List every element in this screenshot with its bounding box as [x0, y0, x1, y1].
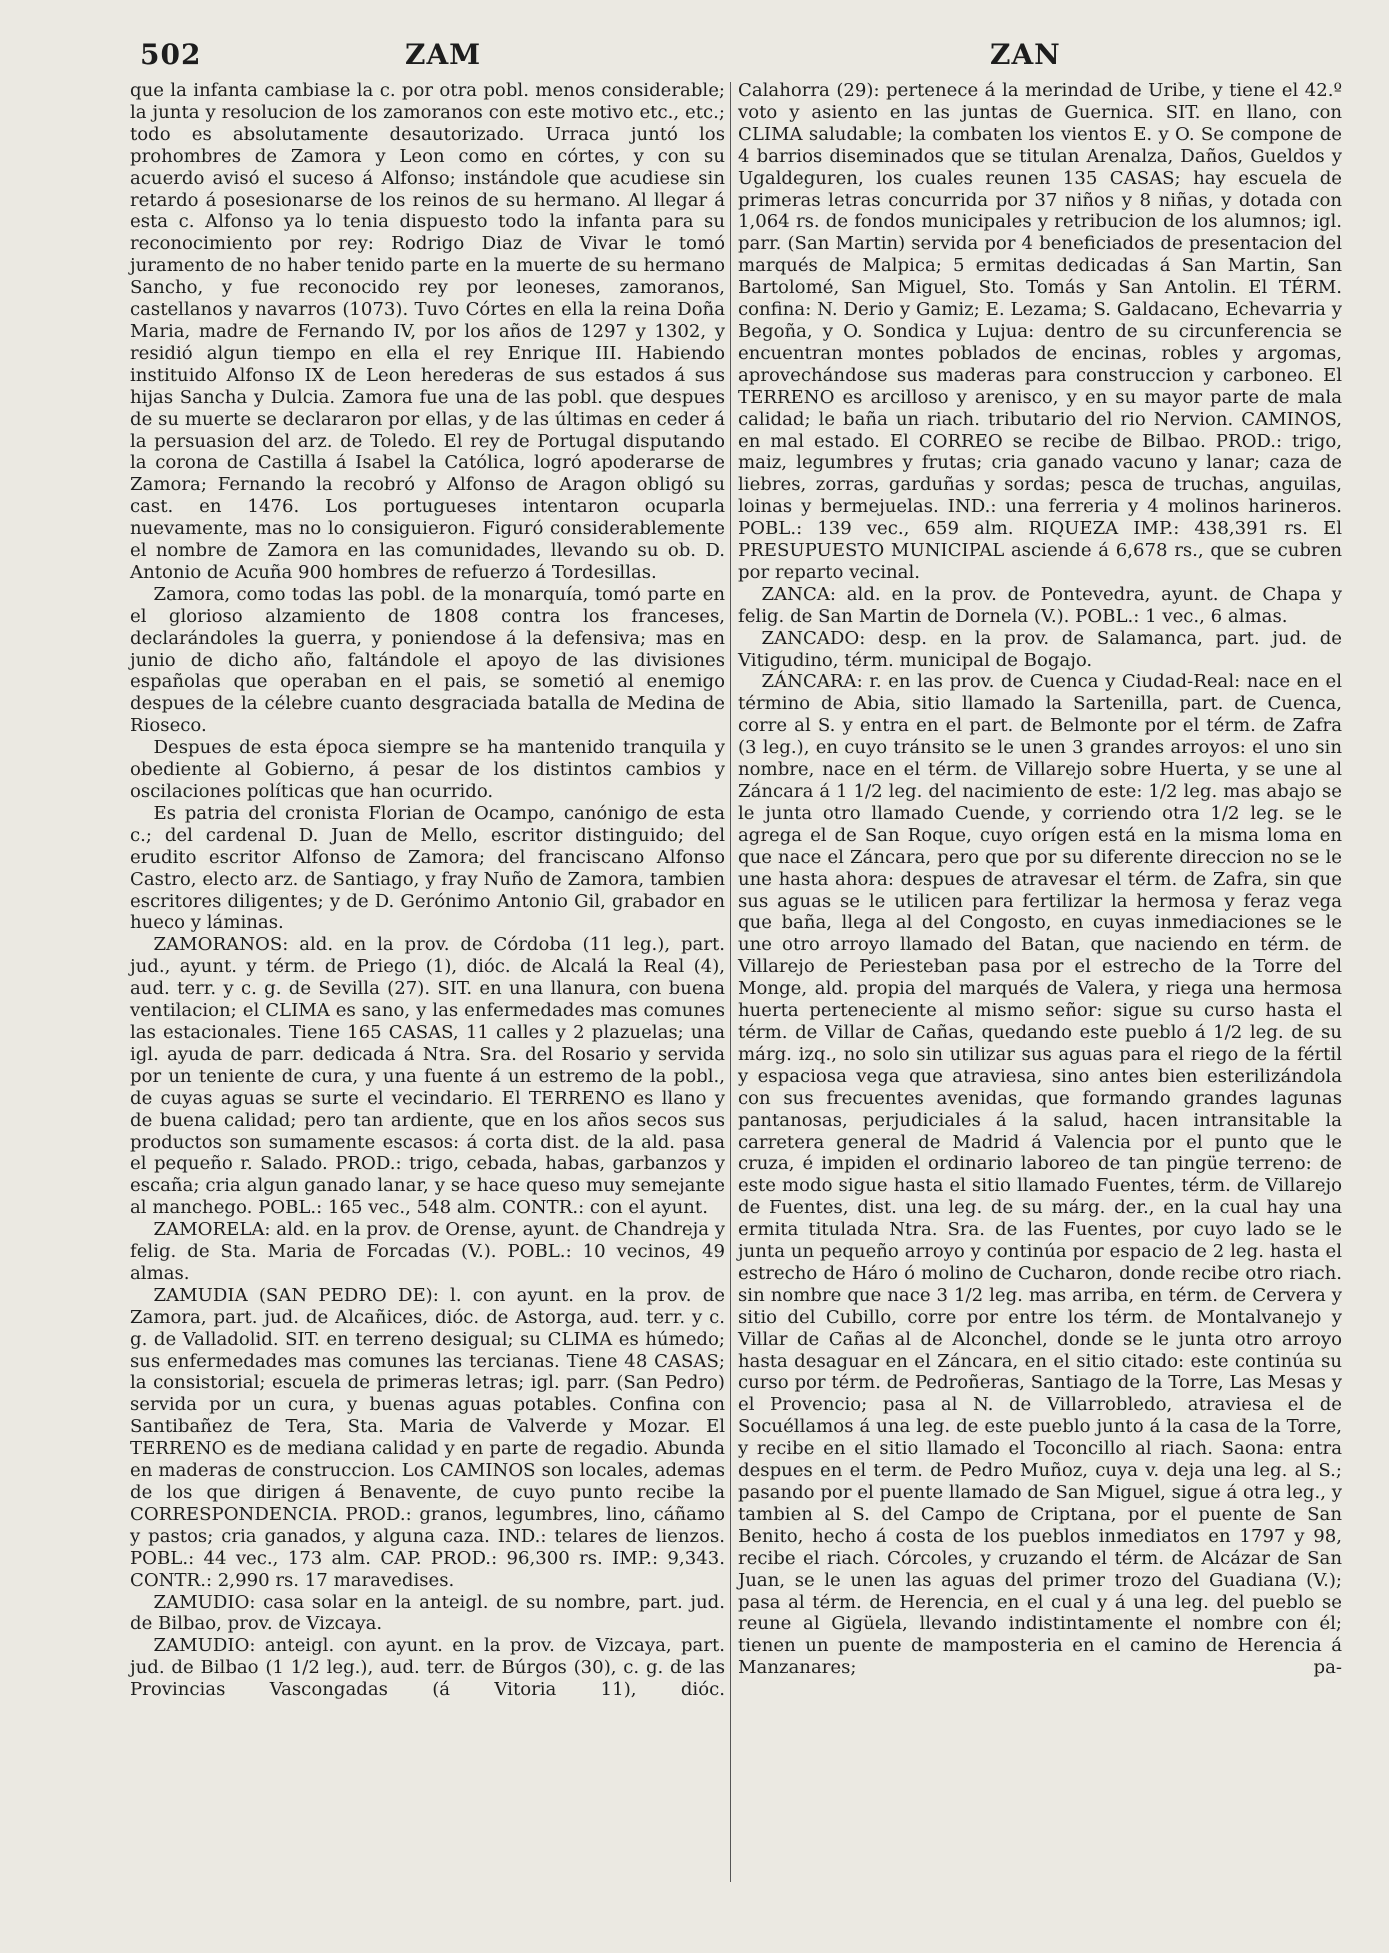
entry-zanca: ZANCA: ald. en la prov. de Pontevedra, ayunt. de Chapa y felig. de San Martin de Dornela (V.). POBL.: 1 vec., 6 almas. — [738, 583, 1342, 627]
paragraph: Despues de esta época siempre se ha mantenido tranquila y obediente al Gobierno, á pesar de los distintos cambios y oscilaciones políticas que han ocurrido. — [130, 737, 725, 802]
entry-zamudio-casa: ZAMUDIO: casa solar en la anteigl. de su nombre, part. jud. de Bilbao, prov. de Vizcaya. — [130, 1591, 725, 1635]
entry-zamudio-anteigl: ZAMUDIO: anteigl. con ayunt. en la prov. de Vizcaya, part. jud. de Bilbao (1 1/2 leg.), aud. terr. de Búrgos (30), c. g. de las Provincias Vascongadas (á Vitoria 11), dióc. — [130, 1635, 725, 1701]
page-header — [130, 38, 1329, 78]
column-divider — [730, 82, 731, 1882]
left-running-head: ZAM — [405, 38, 482, 71]
right-running-head: ZAN — [990, 38, 1061, 71]
entry-zamudia: ZAMUDIA (SAN PEDRO DE): l. con ayunt. en la prov. de Zamora, part. jud. de Alcañices, dióc. de Astorga, aud. terr. y c. g. de Valladolid. SIT. en terreno desigual; su CLIMA es húmedo; sus enfermedades mas comunes las tercianas. Tiene 48 CASAS; la consistorial; escuela de primeras letras; igl. parr. (San Pedro) servida por un cura, y buenas aguas potables. Confina con Santibañez de Tera, Sta. Maria de Valverde y Mozar. El TERRENO es de mediana calidad y en parte de regadio. Abunda en maderas de construccion. Los CAMINOS son locales, ademas de los que dirigen á Benavente, de cuyo punto recibe la CORRESPONDENCIA. PROD.: granos, legumbres, lino, cáñamo y pastos; cria ganados, y alguna caza. IND.: telares de lienzos. POBL.: 44 vec., 173 alm. CAP. PROD.: 96,300 rs. IMP.: 9,343. CONTR.: 2,990 rs. 17 maravedises. — [130, 1284, 725, 1591]
entry-zancara: ZÁNCARA: r. en las prov. de Cuenca y Ciudad-Real: nace en el término de Abia, sitio llamado la Sartenilla, part. de Cuenca, corre al S. y entra en el part. de Belmonte por el térm. de Zafra (3 leg.), en cuyo tránsito se le unen 3 grandes arroyos: el uno sin nombre, nace en el térm. de Villarejo sobre Huerta, y se une al Záncara á 1 1/2 leg. del nacimiento de este: 1/2 leg. mas abajo se le junta otro llamado Cuende, y corriendo otra 1/2 leg. se le agrega el de San Roque, cuyo orígen está en la misma loma en que nace el Záncara, pero que por su diferente direccion no se le une hasta ahora: despues de atravesar el térm. de Zafra, sin que sus aguas se le utilicen para fertilizar la hermosa y feraz vega que baña, llega al del Congosto, en cuyas inmediaciones se le une otro arroyo llamado del Batan, que naciendo en térm. de Villarejo de Periesteban pasa por el estrecho de la Torre del Monge, ald. propia del marqués de Valera, y riega una hermosa huerta perteneciente al mismo señor: sigue su curso hasta el térm. de Villar de Cañas, quedando este pueblo á 1/2 leg. de su márg. izq., no solo sin utilizar sus aguas para el riego de la fértil y espaciosa vega que atraviesa, sino antes bien esterilizándola con sus frecuentes avenidas, que formando grandes lagunas pantanosas, perjudiciales á la salud, hacen intransitable la carretera general de Madrid á Valencia por el punto que le cruza, é impiden el ordinario laboreo de tan pingüe terreno: de este modo sigue hasta el sitio llamado Fuentes, térm. de Villarejo de Fuentes, dist. una leg. de su márg. der., en la cual hay una ermita titulada Ntra. Sra. de las Fuentes, por cuyo lado se le junta un pequeño arroyo y continúa por espacio de 2 leg. hasta el estrecho de Háro ó molino de Cucharon, donde recibe otro riach. sin nombre que nace 3 1/2 leg. mas arriba, en térm. de Cervera y sitio del Cubillo, corre por entre los térm. de Montalvanejo y Villar de Cañas al de Alconchel, donde se le junta otro arroyo hasta desaguar en el Záncara, en el sitio citado: este continúa su curso por térm. de Pedroñeras, Santiago de la Torre, Las Mesas y el Provencio; pasa al N. de Villarrobledo, atraviesa el de Socuéllamos á una leg. de este pueblo junto á la casa de la Torre, y recibe en el sitio llamado el Toconcillo al riach. Saona: entra despues en el term. de Pedro Muñoz, cuya v. deja una leg. al S.; pasando por el puente llamado de San Miguel, sigue á otra leg., y tambien al S. del Campo de Criptana, por el puente de San Benito, hecho á costa de los pueblos inmediatos en 1797 y 98, recibe el riach. Córcoles, y cruzando el térm. de Alcázar de San Juan, se le unen las aguas del primer trozo del Guadiana (V.); pasa al térm. de Herencia, en el cual y á una leg. del pueblo se reune al Gigüela, llevando indistintamente el nombre con él; tienen un puente de mamposteria en el camino de Herencia á Manzanares; pa- — [738, 671, 1342, 1679]
paragraph: que la infanta cambiase la c. por otra pobl. menos considerable; la junta y resolucion de los zamoranos con este motivo etc., etc.; todo es absolutamente desautorizado. Urraca juntó los prohombres de Zamora y Leon como en córtes, y con su acuerdo avisó el suceso á Alfonso; instándole que acudiese sin retardo á posesionarse de los reinos de su hermano. Al llegar á esta c. Alfonso ya lo tenia dispuesto todo la infanta para su reconocimiento por rey: Rodrigo Diaz de Vivar le tomó juramento de no haber tenido parte en la muerte de su hermano Sancho, y fue reconocido rey por leoneses, zamoranos, castellanos y navarros (1073). Tuvo Córtes en ella la reina Doña Maria, madre de Fernando IV, por los años de 1297 y 1302, y residió algun tiempo en ella el rey Enrique III. Habiendo instituido Alfonso IX de Leon herederas de sus estados á sus hijas Sancha y Dulcia. Zamora fue una de las pobl. que despues de su muerte se declararon por ellas, y de las últimas en ceder á la persuasion del arz. de Toledo. El rey de Portugal disputando la corona de Castilla á Isabel la Católica, logró apoderarse de Zamora; Fernando la recobró y Alfonso de Aragon obligó su cast. en 1476. Los portugueses intentaron ocuparla nuevamente, mas no lo consiguieron. Figuró considerablemente el nombre de Zamora en las comunidades, llevando su ob. D. Antonio de Acuña 900 hombres de refuerzo á Tordesillas. — [130, 80, 725, 583]
entry-zamorela: ZAMORELA: ald. en la prov. de Orense, ayunt. de Chandreja y felig. de Sta. Maria de Forcadas (V.). POBL.: 10 vecinos, 49 almas. — [130, 1219, 725, 1284]
paragraph: Zamora, como todas las pobl. de la monarquía, tomó parte en el glorioso alzamiento de 1808 contra los franceses, declarándoles la guerra, y poniendose á la defensiva; mas en junio de dicho año, faltándole el apoyo de las divisiones españolas que operaban en el pais, se sometió al enemigo despues de la célebre cuanto desgraciada batalla de Medina de Rioseco. — [130, 583, 725, 737]
right-column — [738, 80, 1342, 1679]
paragraph: Es patria del cronista Florian de Ocampo, canónigo de esta c.; del cardenal D. Juan de Mello, escritor distinguido; del erudito escritor Alfonso de Zamora; del franciscano Alfonso Castro, electo arz. de Santiago, y fray Nuño de Zamora, tambien escritores diligentes; y de D. Gerónimo Antonio Gil, grabador en hueco y láminas. — [130, 802, 725, 934]
left-column — [130, 80, 725, 1701]
entry-zamoranos: ZAMORANOS: ald. en la prov. de Córdoba (11 leg.), part. jud., ayunt. y térm. de Priego (1), dióc. de Alcalá la Real (4), aud. terr. y c. g. de Sevilla (27). SIT. en una llanura, con buena ventilacion; el CLIMA es sano, y las enfermedades mas comunes las estacionales. Tiene 165 CASAS, 11 calles y 2 plazuelas; una igl. ayuda de parr. dedicada á Ntra. Sra. del Rosario y servida por un teniente de cura, y una fuente á un estremo de la pobl., de cuyas aguas se surte el vecindario. El TERRENO es llano y de buena calidad; pero tan ardiente, que en los años secos sus productos son sumamente escasos: á corta dist. de la ald. pasa el pequeño r. Salado. PROD.: trigo, cebada, habas, garbanzos y escaña; cria algun ganado lanar, y se hace queso muy semejante al manchego. POBL.: 165 vec., 548 alm. CONTR.: con el ayunt. — [130, 934, 725, 1219]
entry-zancado: ZANCADO: desp. en la prov. de Salamanca, part. jud. de Vitigudino, térm. municipal de Bogajo. — [738, 627, 1342, 671]
paragraph: Calahorra (29): pertenece á la merindad de Uribe, y tiene el 42.º voto y asiento en las juntas de Guernica. SIT. en llano, con CLIMA saludable; la combaten los vientos E. y O. Se compone de 4 barrios diseminados que se titulan Arenalza, Daños, Gueldos y Ugaldeguren, los cuales reunen 135 CASAS; hay escuela de primeras letras concurrida por 37 niños y 8 niñas, y dotada con 1,064 rs. de fondos municipales y retribucion de los alumnos; igl. parr. (San Martin) servida por 4 beneficiados de presentacion del marqués de Malpica; 5 ermitas dedicadas á San Martin, San Bartolomé, San Miguel, Sto. Tomás y San Antolin. El TÉRM. confina: N. Derio y Gamiz; E. Lezama; S. Galdacano, Echevarria y Begoña, y O. Sondica y Lujua: dentro de su circunferencia se encuentran montes poblados de encinas, robles y argomas, aprovechándose sus maderas para construccion y carboneo. El TERRENO es arcilloso y arenisco, y en su mayor parte de mala calidad; le baña un riach. tributario del rio Nervion. CAMINOS, en mal estado. El CORREO se recibe de Bilbao. PROD.: trigo, maiz, legumbres y frutas; cria ganado vacuno y lanar; caza de liebres, zorras, garduñas y sordas; pesca de truchas, anguilas, loinas y bermejuelas. IND.: una ferreria y 4 molinos harineros. POBL.: 139 vec., 659 alm. RIQUEZA IMP.: 438,391 rs. El PRESUPUESTO MUNICIPAL asciende á 6,678 rs., que se cubren por reparto vecinal. — [738, 80, 1342, 583]
page-number: 502 — [140, 38, 202, 71]
